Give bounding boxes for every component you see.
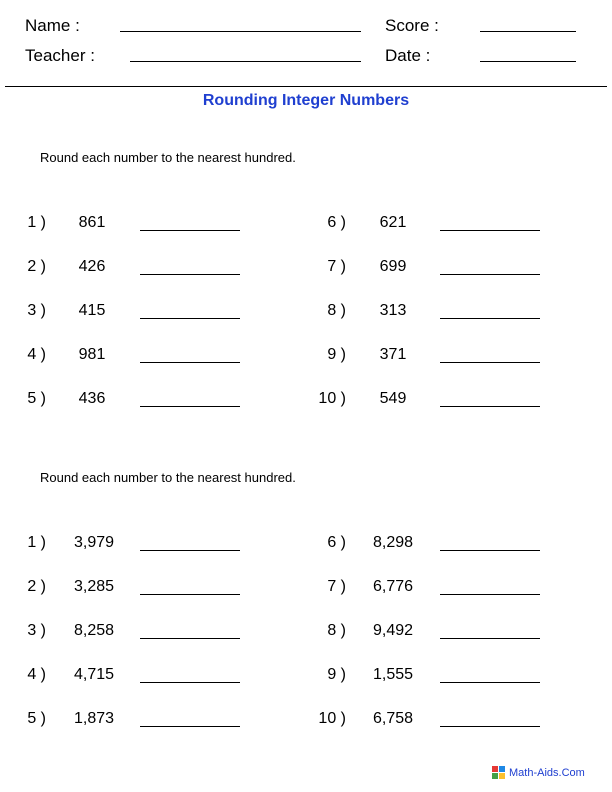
answer-line[interactable] xyxy=(440,230,540,231)
answer-line[interactable] xyxy=(440,362,540,363)
problem-value: 6,758 xyxy=(372,710,414,727)
answer-line[interactable] xyxy=(440,726,540,727)
date-label: Date : xyxy=(385,46,431,65)
problem-number: 8 ) xyxy=(327,302,346,319)
problem-value: 426 xyxy=(78,258,106,275)
answer-line[interactable] xyxy=(140,594,240,595)
date-field[interactable] xyxy=(480,61,576,62)
section-2-instruction: Round each number to the nearest hundred. xyxy=(40,470,296,485)
answer-line[interactable] xyxy=(440,550,540,551)
problem-value: 981 xyxy=(78,346,106,363)
answer-line[interactable] xyxy=(140,362,240,363)
problem-number: 10 ) xyxy=(318,710,346,727)
problem-number: 2 ) xyxy=(27,578,46,595)
problem-value: 8,258 xyxy=(73,622,115,639)
answer-line[interactable] xyxy=(440,406,540,407)
answer-line[interactable] xyxy=(440,638,540,639)
answer-line[interactable] xyxy=(440,594,540,595)
problem-number: 9 ) xyxy=(327,666,346,683)
footer-logo xyxy=(492,766,585,779)
name-field[interactable] xyxy=(120,31,361,32)
problem-value: 415 xyxy=(78,302,106,319)
problem-value: 6,776 xyxy=(372,578,414,595)
problem-value: 9,492 xyxy=(372,622,414,639)
teacher-field[interactable] xyxy=(130,61,361,62)
problem-number: 1 ) xyxy=(27,534,46,551)
answer-line[interactable] xyxy=(140,682,240,683)
brand-text: Math-Aids.Com xyxy=(509,766,585,779)
problem-number: 3 ) xyxy=(27,302,46,319)
problem-number: 4 ) xyxy=(27,666,46,683)
problem-number: 2 ) xyxy=(27,258,46,275)
answer-line[interactable] xyxy=(140,230,240,231)
problem-number: 5 ) xyxy=(27,710,46,727)
teacher-label: Teacher : xyxy=(25,46,95,65)
problem-value: 861 xyxy=(78,214,106,231)
answer-line[interactable] xyxy=(440,274,540,275)
problem-value: 313 xyxy=(379,302,407,319)
problem-value: 3,979 xyxy=(73,534,115,551)
answer-line[interactable] xyxy=(140,274,240,275)
problem-value: 699 xyxy=(379,258,407,275)
problem-value: 371 xyxy=(379,346,407,363)
problem-number: 7 ) xyxy=(327,578,346,595)
answer-line[interactable] xyxy=(140,550,240,551)
header-divider xyxy=(5,86,607,87)
answer-line[interactable] xyxy=(140,318,240,319)
answer-line[interactable] xyxy=(440,682,540,683)
problem-number: 3 ) xyxy=(27,622,46,639)
problem-value: 549 xyxy=(379,390,407,407)
problem-value: 436 xyxy=(78,390,106,407)
answer-line[interactable] xyxy=(140,406,240,407)
problem-value: 1,873 xyxy=(73,710,115,727)
problem-number: 7 ) xyxy=(327,258,346,275)
problem-number: 1 ) xyxy=(27,214,46,231)
problem-value: 3,285 xyxy=(73,578,115,595)
section-1-instruction: Round each number to the nearest hundred. xyxy=(40,150,296,165)
name-label: Name : xyxy=(25,16,80,35)
problem-number: 10 ) xyxy=(318,390,346,407)
problem-value: 1,555 xyxy=(372,666,414,683)
score-field[interactable] xyxy=(480,31,576,32)
problem-number: 8 ) xyxy=(327,622,346,639)
problem-value: 621 xyxy=(379,214,407,231)
problem-value: 4,715 xyxy=(73,666,115,683)
answer-line[interactable] xyxy=(140,726,240,727)
score-label: Score : xyxy=(385,16,439,35)
problem-number: 9 ) xyxy=(327,346,346,363)
math-aids-logo-icon xyxy=(492,766,505,779)
problem-number: 6 ) xyxy=(327,534,346,551)
problem-number: 4 ) xyxy=(27,346,46,363)
answer-line[interactable] xyxy=(440,318,540,319)
answer-line[interactable] xyxy=(140,638,240,639)
worksheet-title: Rounding Integer Numbers xyxy=(202,92,410,109)
problem-number: 6 ) xyxy=(327,214,346,231)
problem-number: 5 ) xyxy=(27,390,46,407)
problem-value: 8,298 xyxy=(372,534,414,551)
